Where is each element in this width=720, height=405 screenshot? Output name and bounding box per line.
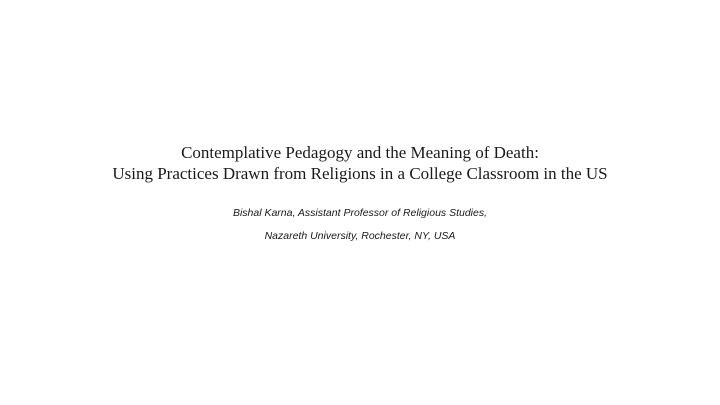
title-line-subtitle: Using Practices Drawn from Religions in a College Classroom in the US xyxy=(112,164,608,183)
title-line-main: Contemplative Pedagogy and the Meaning of Death: xyxy=(181,143,539,162)
author-name-position: Bishal Karna, Assistant Professor of Religious Studies, xyxy=(232,207,488,219)
author-affiliation: Nazareth University, Rochester, NY, USA xyxy=(264,230,456,242)
slide-title xyxy=(0,142,720,184)
author-info xyxy=(0,205,720,251)
